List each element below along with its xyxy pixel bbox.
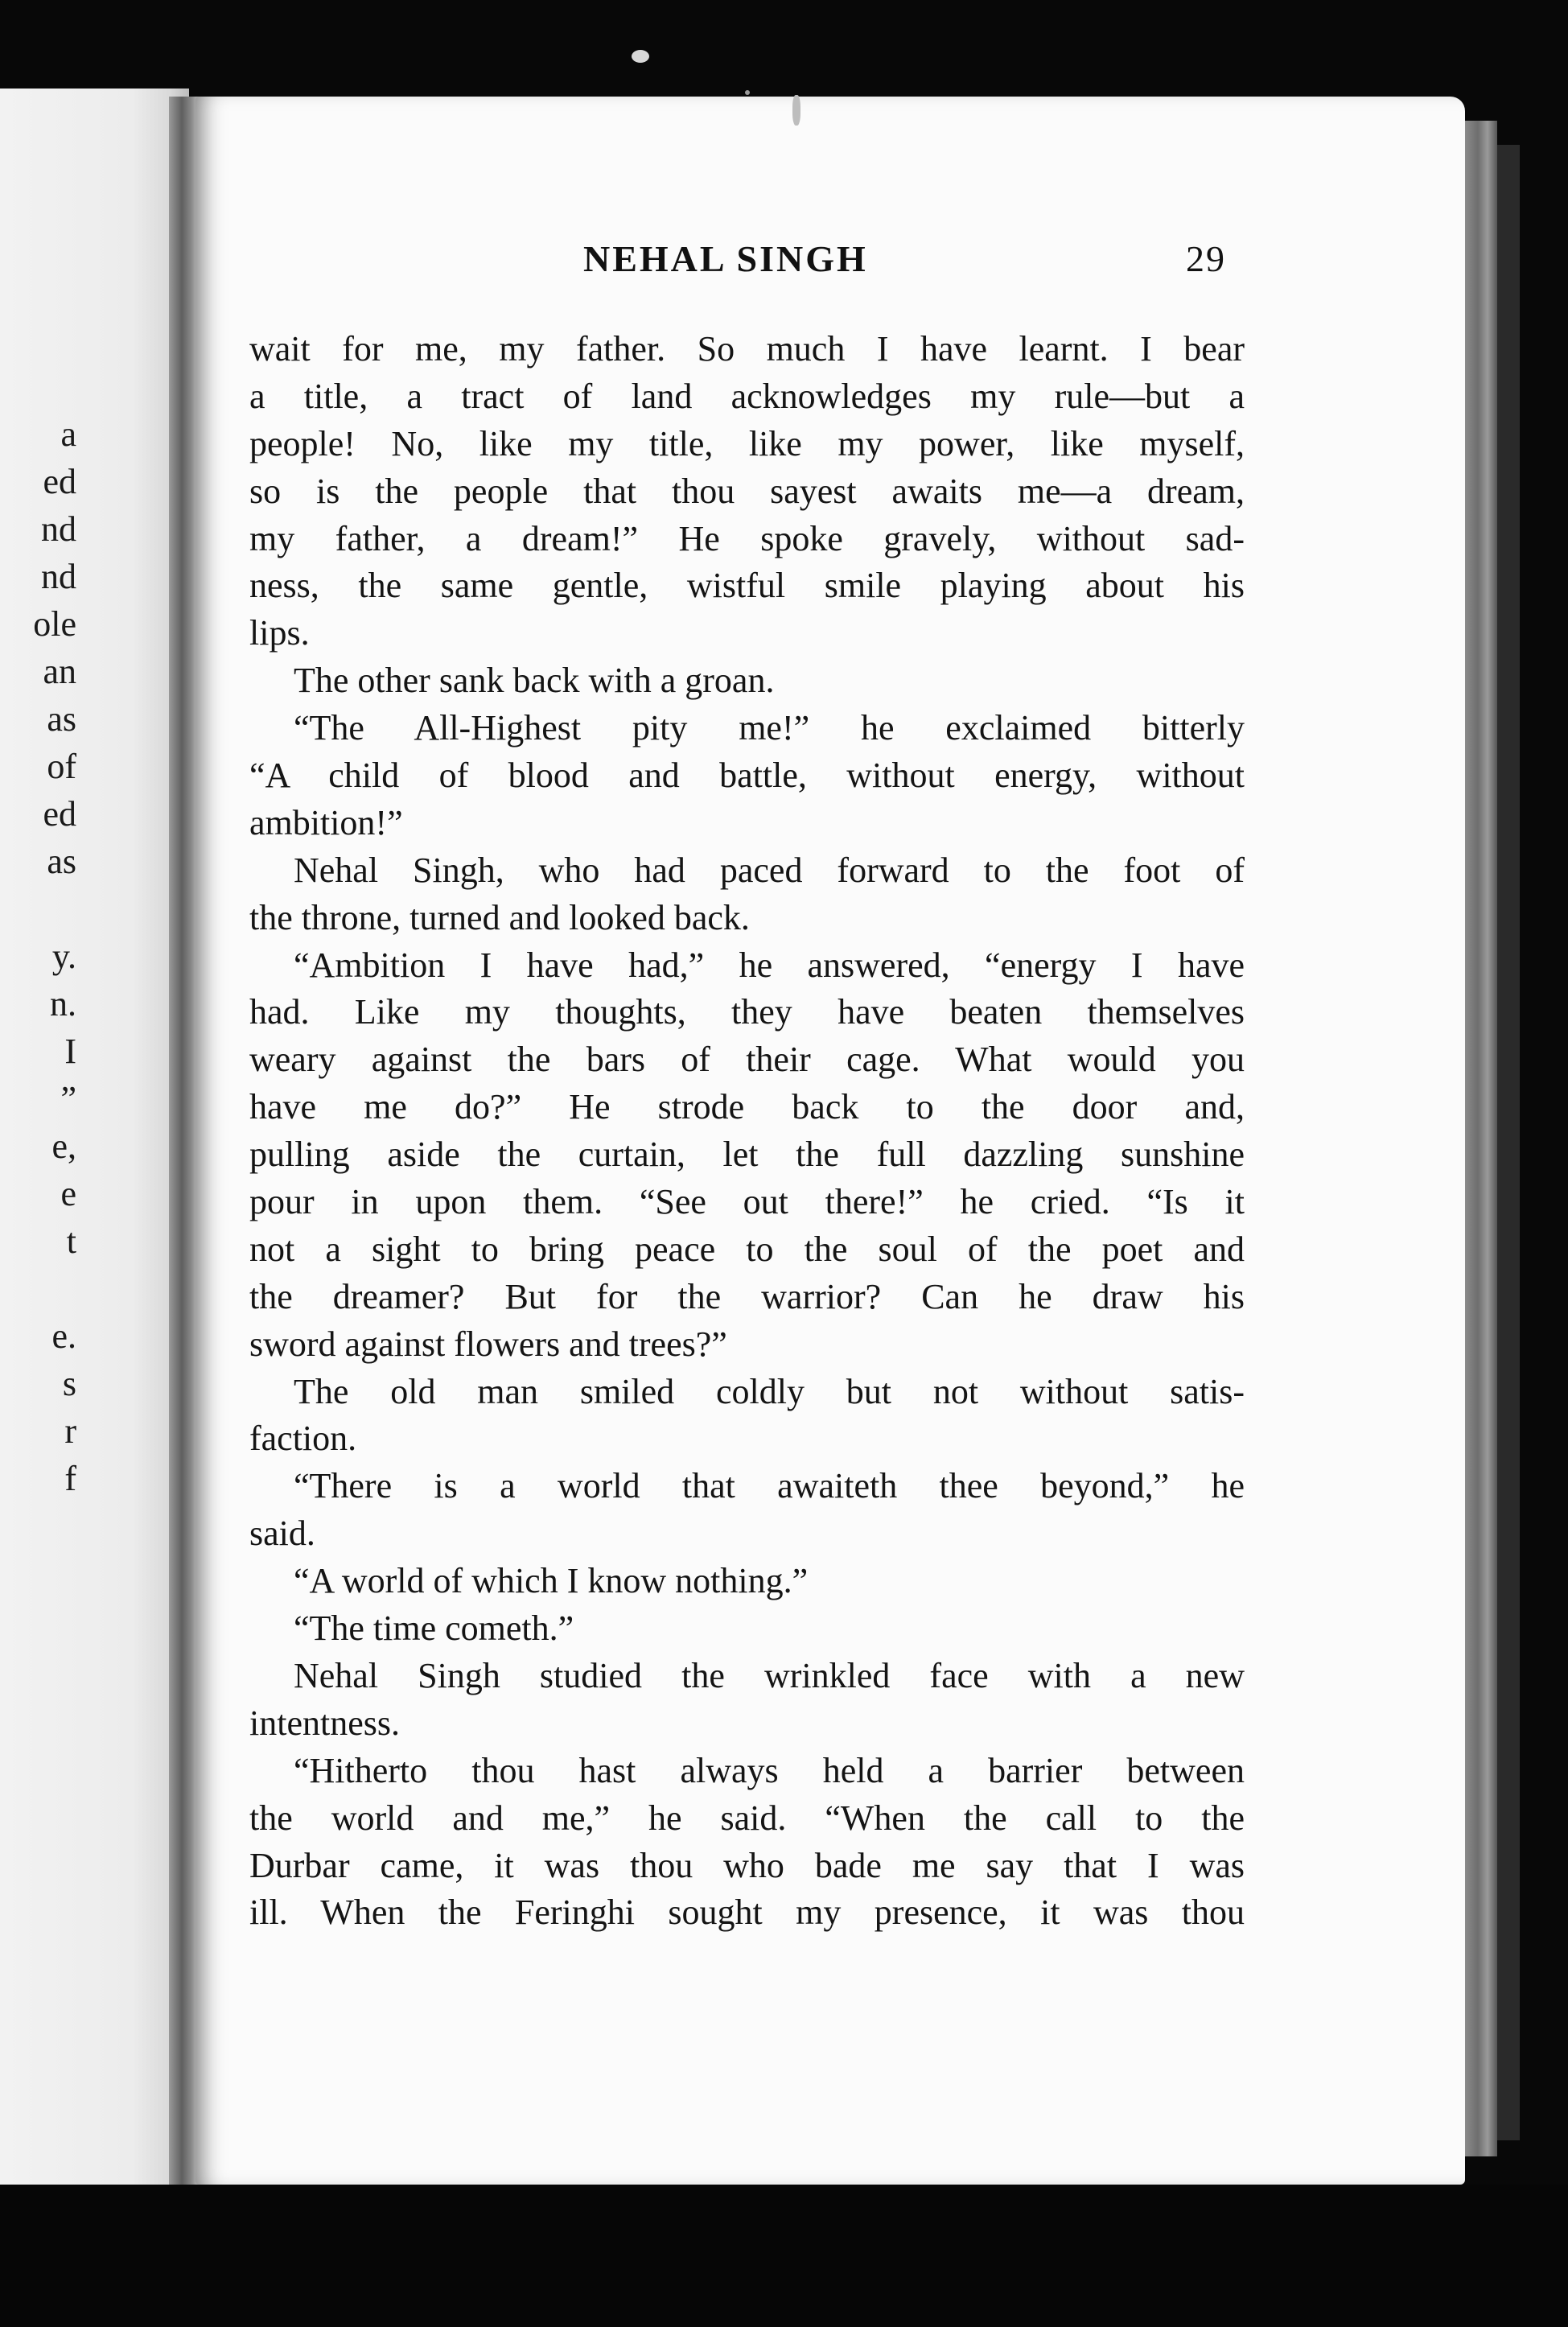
- page-edge-shadow: [1497, 145, 1520, 2140]
- text-line: “There is a world that awaiteth thee beyond,” he: [294, 1466, 1245, 1506]
- text-line: weary against the bars of their cage. What would you: [249, 1040, 1245, 1080]
- text-line: “A world of which I know nothing.”: [294, 1561, 809, 1601]
- scan-border: [0, 2185, 1568, 2327]
- dust-speck: [745, 90, 750, 95]
- text-line: wait for me, my father. So much I have learnt. I bear: [249, 329, 1245, 369]
- previous-page-line-fragment: [0, 885, 76, 933]
- text-line: my father, a dream!” He spoke gravely, without sad-: [249, 518, 1245, 558]
- previous-page-line-fragment: [0, 1550, 76, 1597]
- text-line: Nehal Singh, who had paced forward to the foot of: [294, 850, 1245, 890]
- previous-page-line-fragment: ole: [33, 604, 76, 644]
- text-line: so is the people that thou sayest awaits me—a dream,: [249, 471, 1245, 511]
- previous-page-line-fragment: t: [66, 1221, 76, 1261]
- previous-page-line-fragment: ed: [43, 794, 76, 834]
- previous-page-line-fragment: nd: [41, 509, 76, 549]
- text-line: faction.: [249, 1419, 357, 1459]
- text-line: “Ambition I have had,” he answered, “energy I have: [294, 945, 1245, 985]
- text-line: a title, a tract of land acknowledges my rule—but a: [249, 376, 1245, 416]
- previous-page-line-fragment: [0, 1265, 76, 1312]
- page-edge: [1465, 121, 1497, 2156]
- text-line: “The All-Highest pity me!” he exclaimed bitterly: [294, 708, 1245, 748]
- previous-page-line-fragment: r: [64, 1411, 76, 1451]
- text-line: the dreamer? But for the warrior? Can he draw his: [249, 1276, 1245, 1316]
- text-line: “Hitherto thou hast always held a barrier between: [294, 1750, 1245, 1790]
- previous-page-line-fragment: I: [64, 1032, 76, 1071]
- text-line: sword against flowers and trees?”: [249, 1324, 727, 1364]
- previous-page-text-fragments: [0, 410, 76, 1597]
- previous-page-line-fragment: ”: [60, 1079, 76, 1118]
- previous-page-line-fragment: [0, 1502, 76, 1550]
- text-line: The old man smiled coldly but not without satis-: [294, 1371, 1245, 1411]
- previous-page-line-fragment: e,: [51, 1126, 76, 1166]
- previous-page-line-fragment: a: [60, 414, 76, 454]
- text-line: the world and me,” he said. “When the call to the: [249, 1798, 1245, 1838]
- text-line: intentness.: [249, 1703, 400, 1743]
- text-line: people! No, like my title, like my power, like myself,: [249, 423, 1245, 463]
- text-line: had. Like my thoughts, they have beaten themselves: [249, 992, 1245, 1032]
- text-line: pour in upon them. “See out there!” he cried. “Is it: [249, 1182, 1245, 1222]
- previous-page-line-fragment: s: [62, 1364, 76, 1403]
- body-text: [249, 326, 1245, 1937]
- previous-page-line-fragment: f: [64, 1459, 76, 1498]
- text-line: Durbar came, it was thou who bade me say that I was: [249, 1845, 1245, 1885]
- previous-page-line-fragment: e: [60, 1174, 76, 1213]
- text-line: Nehal Singh studied the wrinkled face with a new: [294, 1655, 1245, 1695]
- previous-page-line-fragment: of: [47, 747, 76, 786]
- text-line: “A child of blood and battle, without energy, without: [249, 756, 1245, 796]
- running-title: NEHAL SINGH: [583, 238, 868, 279]
- previous-page-line-fragment: e.: [51, 1316, 76, 1356]
- previous-page-line-fragment: y.: [51, 937, 76, 976]
- text-line: “The time cometh.”: [294, 1608, 574, 1649]
- page-number: 29: [1186, 238, 1226, 279]
- text-line: The other sank back with a groan.: [294, 661, 775, 701]
- text-line: said.: [249, 1514, 315, 1554]
- previous-page-line-fragment: an: [43, 652, 76, 691]
- previous-page-line-fragment: ed: [43, 462, 76, 501]
- text-line: ambition!”: [249, 802, 403, 842]
- text-line: ness, the same gentle, wistful smile playing about his: [249, 566, 1245, 606]
- text-line: have me do?” He strode back to the door and,: [249, 1087, 1245, 1127]
- text-line: not a sight to bring peace to the soul of the poet and: [249, 1229, 1245, 1269]
- previous-page-line-fragment: as: [47, 699, 76, 739]
- text-line: lips.: [249, 613, 310, 653]
- previous-page-line-fragment: n.: [50, 984, 76, 1023]
- dust-speck: [632, 50, 649, 63]
- text-line: the throne, turned and looked back.: [249, 897, 750, 937]
- previous-page-line-fragment: as: [47, 842, 76, 881]
- previous-page: [0, 89, 189, 2197]
- text-line: ill. When the Feringhi sought my presence, it was thou: [249, 1892, 1245, 1933]
- text-line: pulling aside the curtain, let the full dazzling sunshine: [249, 1135, 1245, 1175]
- previous-page-line-fragment: nd: [41, 557, 76, 596]
- running-head: [0, 237, 1568, 286]
- dust-speck: [792, 95, 800, 126]
